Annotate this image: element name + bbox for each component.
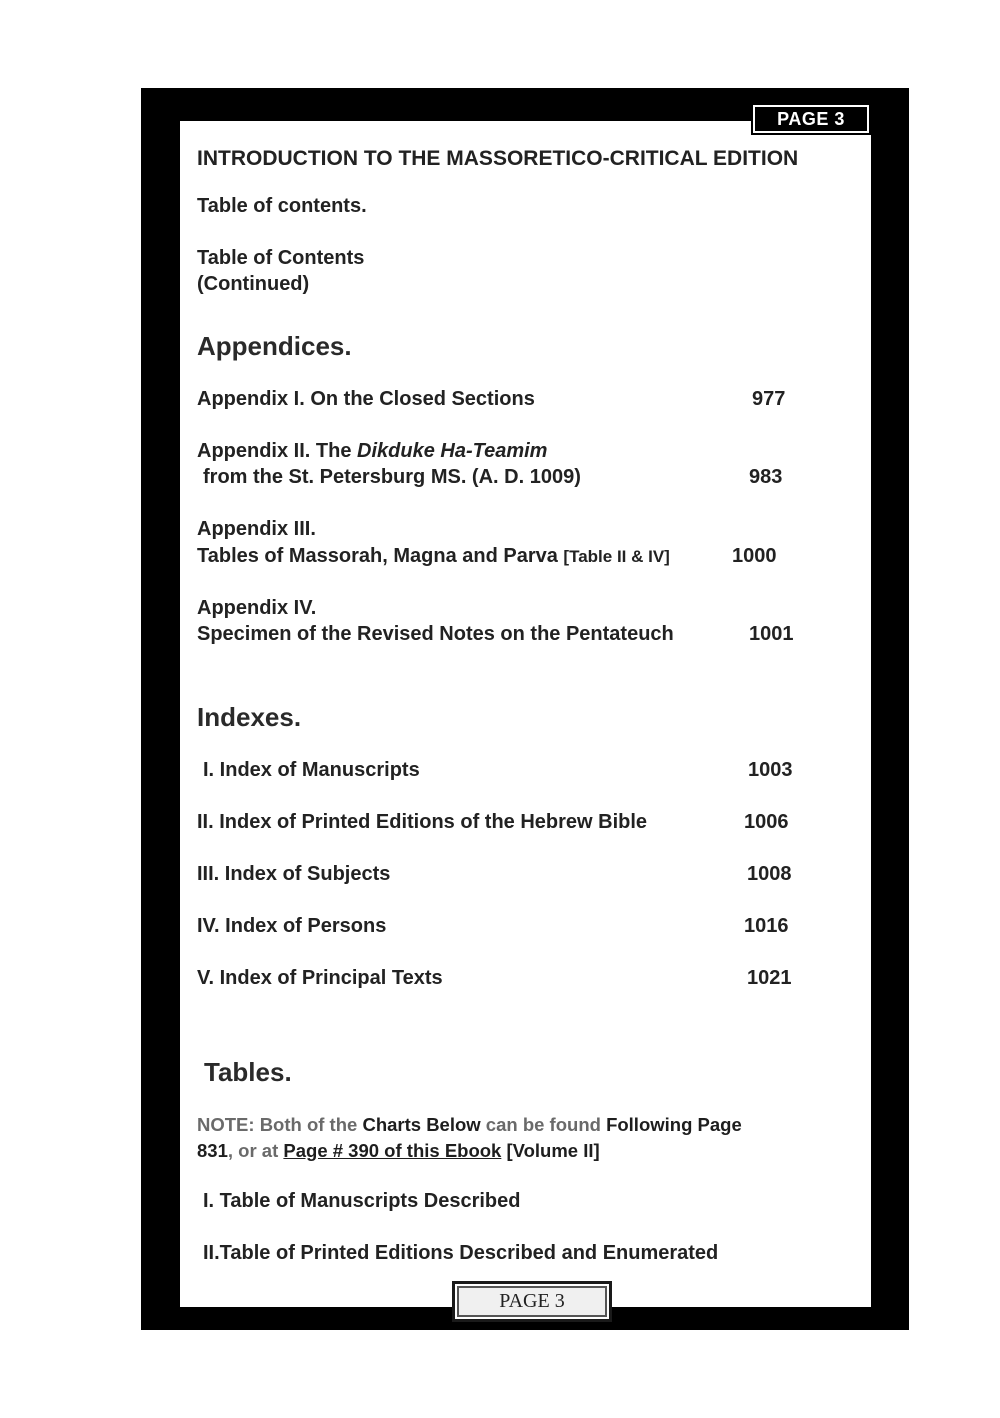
- appendix-2-italic: Dikduke Ha-Teamim: [357, 440, 548, 462]
- index-item-page: 1008: [747, 863, 792, 885]
- appendix-4-subtitle: Specimen of the Revised Notes on the Pentateuch: [197, 623, 674, 645]
- tables-heading: Tables.: [204, 1057, 292, 1087]
- appendix-3-subtitle-bracket: [Table II & IV]: [563, 547, 670, 566]
- index-item-page: 1016: [744, 915, 789, 937]
- note-part7: [Volume II]: [501, 1140, 600, 1161]
- appendix-1-title[interactable]: Appendix I. On the Closed Sections: [197, 388, 535, 410]
- appendix-3-title[interactable]: Appendix III.: [197, 518, 316, 540]
- document-title: INTRODUCTION TO THE MASSORETICO-CRITICAL EDITION: [197, 147, 799, 170]
- page-label-bottom: PAGE 3: [452, 1281, 612, 1322]
- page-label-top: PAGE 3: [753, 105, 869, 133]
- appendix-3-subtitle-main: Tables of Massorah, Magna and Parva: [197, 545, 558, 567]
- index-item[interactable]: III. Index of Subjects: [197, 863, 391, 885]
- index-item[interactable]: IV. Index of Persons: [197, 915, 387, 937]
- appendix-2-subtitle: from the St. Petersburg MS. (A. D. 1009): [203, 466, 581, 488]
- index-item[interactable]: I. Index of Manuscripts: [203, 759, 420, 781]
- index-item-page: 1006: [744, 811, 789, 833]
- note-part5: 831: [197, 1140, 228, 1161]
- table-item[interactable]: I. Table of Manuscripts Described: [203, 1190, 521, 1212]
- tables-note: [197, 1112, 797, 1164]
- note-part6: , or at: [227, 1140, 284, 1161]
- table-item[interactable]: II.Table of Printed Editions Described and Enumerated: [203, 1242, 719, 1264]
- appendix-2-title[interactable]: [197, 440, 547, 463]
- appendix-2-prefix: Appendix II. The: [197, 440, 358, 462]
- appendix-3-page: 1000: [732, 545, 777, 567]
- index-item[interactable]: II. Index of Printed Editions of the Hebrew Bible: [197, 811, 648, 833]
- note-part4: Following Page: [606, 1114, 742, 1135]
- toc-continued-line2: (Continued): [197, 273, 310, 295]
- note-part3: can be found: [480, 1114, 607, 1135]
- index-item-page: 1021: [747, 967, 792, 989]
- index-item[interactable]: V. Index of Principal Texts: [197, 967, 443, 989]
- note-part1: NOTE: Both of the: [197, 1114, 363, 1135]
- note-part2: Charts Below: [362, 1114, 481, 1135]
- appendix-2-page: 983: [749, 466, 783, 488]
- appendix-4-page: 1001: [749, 623, 794, 645]
- indexes-heading: Indexes.: [197, 702, 302, 732]
- index-item-page: 1003: [748, 759, 793, 781]
- appendix-1-page: 977: [752, 388, 786, 410]
- appendix-3-subtitle: [197, 545, 670, 568]
- toc-label: Table of contents.: [197, 195, 367, 217]
- appendices-heading: Appendices.: [197, 331, 352, 361]
- appendix-4-title[interactable]: Appendix IV.: [197, 597, 317, 619]
- note-ebook-link[interactable]: Page # 390 of this Ebook: [283, 1140, 502, 1161]
- toc-continued-line1: Table of Contents: [197, 247, 365, 269]
